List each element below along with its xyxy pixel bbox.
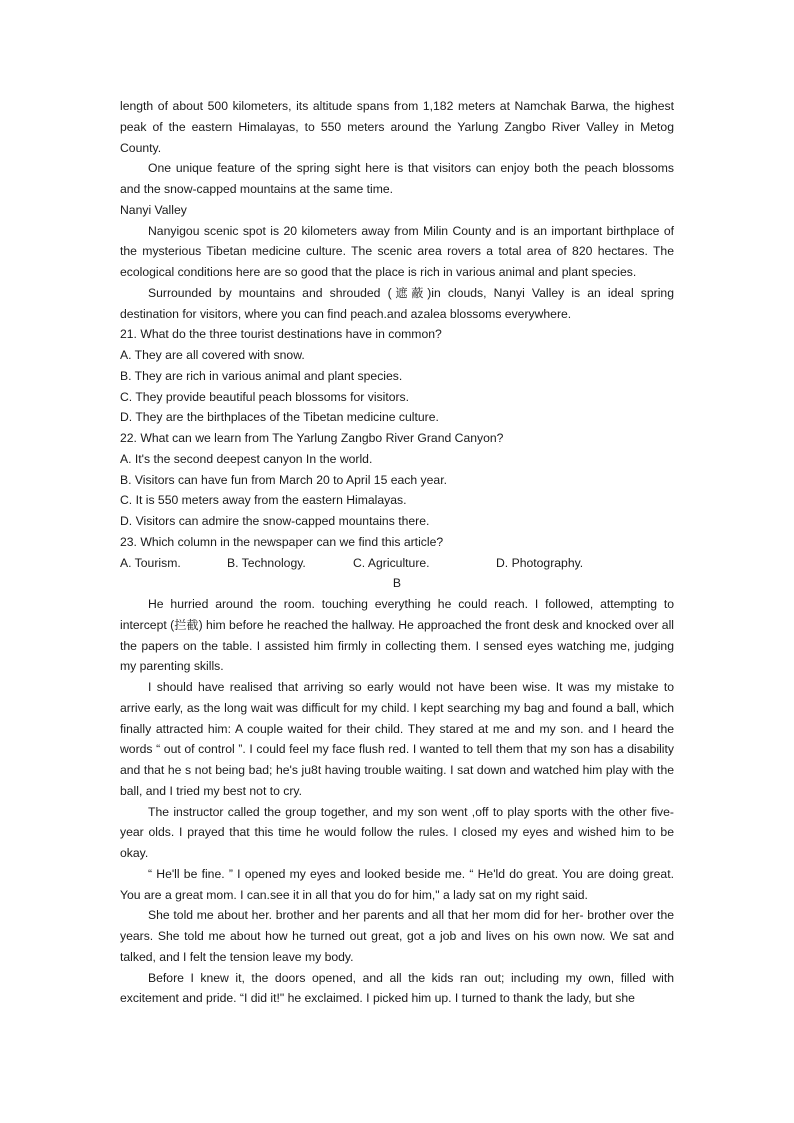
question-option: C. Agriculture. xyxy=(353,555,430,570)
passage-a-paragraph-4: Surrounded by mountains and shrouded (遮蔽)in clouds, Nanyi Valley is an ideal spring destination for visitors, where you can find peach.and azalea blossoms everywhere. xyxy=(120,285,674,321)
passage-b-paragraph: “ He'll be fine. ” I opened my eyes and looked beside me. “ He'ld do great. You are doing great. You are a great mom. I can.see it in all that you do for him," a lady sat on my right said. xyxy=(120,866,674,902)
question-23 xyxy=(120,532,674,574)
section-b-label: B xyxy=(392,576,402,591)
question-22 xyxy=(120,428,674,532)
section-heading-nanyi-valley: Nanyi Valley xyxy=(120,202,187,217)
passage-b-paragraph: Before I knew it, the doors opened, and all the kids ran out; including my own, filled with excitement and pride. “I did it!" he exclaimed. I picked him up. I turned to thank the lady, but she xyxy=(120,970,674,1006)
question-21 xyxy=(120,324,674,428)
question-stem: 23. Which column in the newspaper can we find this article? xyxy=(120,534,444,549)
question-option: D. They are the birthplaces of the Tibetan medicine culture. xyxy=(120,410,439,425)
question-option: C. It is 550 meters away from the eastern Himalayas. xyxy=(120,493,407,508)
question-option: C. They provide beautiful peach blossoms for visitors. xyxy=(120,389,410,404)
passage-a-paragraph-3: Nanyigou scenic spot is 20 kilometers away from Milin County and is an important birthplace of the mysterious Tibetan medicine culture. The scenic area rovers a total area of 820 hectares. The ecological conditions here are so good that the place is rich in various animal and plant species. xyxy=(120,223,674,279)
question-option: B. Technology. xyxy=(227,555,306,570)
question-option: D. Photography. xyxy=(496,555,584,570)
passage-b-paragraph: The instructor called the group together, and my son went ,off to play sports with the other five-year olds. I prayed that this time he would follow the rules. I closed my eyes and wished him to be okay. xyxy=(120,804,674,860)
question-option: A. It's the second deepest canyon In the world. xyxy=(120,451,373,466)
question-option: B. They are rich in various animal and plant species. xyxy=(120,368,403,383)
passage-a-paragraph-2: One unique feature of the spring sight here is that visitors can enjoy both the peach blossoms and the snow-capped mountains at the same time. xyxy=(120,161,674,196)
question-option: A. They are all covered with snow. xyxy=(120,348,305,362)
question-option: B. Visitors can have fun from March 20 to April 15 each year. xyxy=(120,472,447,487)
question-stem: 21. What do the three tourist destinations have in common? xyxy=(120,327,442,342)
passage-b-paragraph: I should have realised that arriving so early would not have been wise. It was my mistake to arrive early, as the long wait was difficult for my child. I kept searching my bag and found a ball, which finally attracted him: A couple waited for their child. They stared at me and my son. and I heard the words “ out of control ”. I could feel my face flush red. I wanted to tell them that my son has a disability and that he s not being bad; he's ju8t having trouble waiting. I sat down and watched him play with the ball, and I tried my best not to cry. xyxy=(120,680,674,798)
question-option: D. Visitors can admire the snow-capped mountains there. xyxy=(120,514,430,528)
question-options-row xyxy=(120,553,674,574)
question-option: A. Tourism. xyxy=(120,555,181,570)
question-stem: 22. What can we learn from The Yarlung Zangbo River Grand Canyon? xyxy=(120,431,504,445)
page-content xyxy=(120,96,674,1009)
passage-a-paragraph-1: length of about 500 kilometers, its altitude spans from 1,182 meters at Namchak Barwa, the highest peak of the eastern Himalayas, to 550 meters around the Yarlung Zangbo River Valley in Metog County. xyxy=(120,99,674,155)
passage-b-paragraph: She told me about her. brother and her parents and all that her mom did for her- brother over the years. She told me about how he turned out great, got a job and lives on his own now. We sat and talked, and I felt the tension leave my body. xyxy=(120,908,674,964)
passage-b-paragraph: He hurried around the room. touching everything he could reach. I followed, attempting to intercept (拦截) him before he reached the hallway. He approached the front desk and knocked over all the papers on the table. I assisted him firmly in collecting them. I sensed eyes watching me, judging my parenting skills. xyxy=(120,597,674,674)
